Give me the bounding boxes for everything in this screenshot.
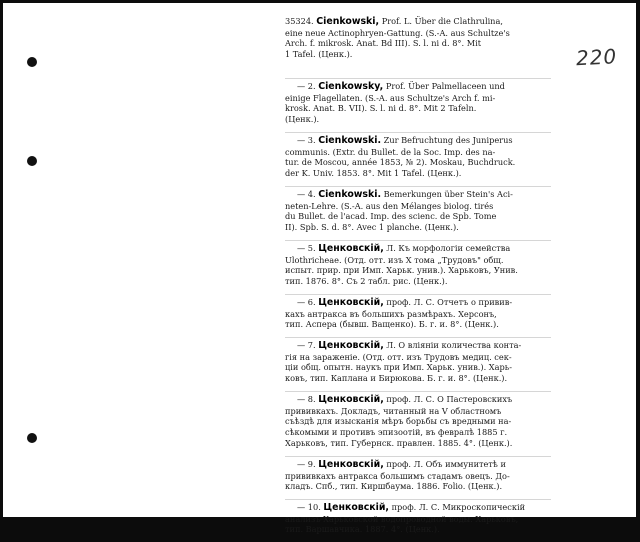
catalog-entry xyxy=(285,392,551,457)
entry-author: Cienkowsky, xyxy=(318,81,384,92)
catalog-entry xyxy=(285,338,551,392)
page-number-handwritten: 220 xyxy=(575,44,618,71)
entry-author: Ценковскій, xyxy=(318,340,384,351)
entry-line: тип. Аспера (бывш. Ващенко). Б. г. и. 8°. (Ценк.). xyxy=(285,319,499,330)
entry-line: съѣздѣ для изысканія мѣръ борьбы съ вредными на- xyxy=(285,416,512,427)
punch-hole xyxy=(27,433,37,443)
catalog-entry xyxy=(285,133,551,187)
entry-line: тип. Варшавчика. 1887. 4°. (Ценк.). xyxy=(285,524,440,535)
entry-line: Харьковъ, тип. Губернск. правлен. 1885. 4°. (Ценк.). xyxy=(285,437,513,448)
entry-line: — 5. Ценковскій, Л. Къ морфологіи семейства xyxy=(297,243,511,254)
entry-line: — 7. Ценковскій, Л. О вліяніи количества конта- xyxy=(297,340,522,351)
entry-line: du Bullet. de l'acad. Imp. des scienc. de Spb. Tome xyxy=(285,211,497,222)
entry-line: гія на зараженіе. (Отд. отт. изъ Трудовъ медиц. сек- xyxy=(285,351,512,362)
entry-number: — 6. xyxy=(297,297,316,307)
entry-line: 35324. Cienkowski, Prof. L. Über die Clathrulina, xyxy=(285,16,503,27)
entry-line: eine neue Actinophryen-Gattung. (S.-A. aus Schultze's xyxy=(285,27,510,38)
entry-line: (Ценк.). xyxy=(285,114,320,125)
entry-line: сѣкомыми и противъ эпизоотій, въ февралѣ 1885 г. xyxy=(285,427,508,438)
entry-number: 35324. xyxy=(285,16,314,26)
entry-line: neten-Lehre. (S.-A. aus den Mélanges biolog. tirés xyxy=(285,200,494,211)
entry-line: der K. Univ. 1853. 8°. Mit 1 Tafel. (Ценк.). xyxy=(285,168,462,179)
entry-line: кахъ антракса въ большихъ размѣрахъ. Херсонъ, xyxy=(285,308,497,319)
entry-line: tur. de Moscou, année 1853, № 2). Moskau, Buchdruck. xyxy=(285,157,516,168)
entry-author: Ценковскій, xyxy=(318,297,384,308)
entry-line: тип. 1876. 8°. Съ 2 табл. рис. (Ценк.). xyxy=(285,276,448,287)
entry-author: Ценковскій, xyxy=(323,502,389,513)
entry-line: испыт. прир. при Имп. Харьк. унив.). Харьковъ, Унив. xyxy=(285,265,518,276)
entry-number: — 2. xyxy=(297,81,316,91)
catalog-entry xyxy=(285,500,551,542)
catalog-entry xyxy=(285,14,551,79)
catalog-entry xyxy=(285,187,551,241)
punch-hole xyxy=(27,57,37,67)
entry-line: II). Spb. S. d. 8°. Avec 1 planche. (Ценк.). xyxy=(285,222,459,233)
entry-line: — 2. Cienkowsky, Prof. Über Palmellaceen und xyxy=(297,81,505,92)
entry-line: Ulothricheae. (Отд. отт. изъ X тома „Трудовъ" общ. xyxy=(285,254,504,265)
catalog-entries xyxy=(285,14,551,542)
entry-line: анализъ Харьковской водопроводной воды. Харьковъ, xyxy=(285,513,519,524)
entry-author: Ценковскій, xyxy=(318,459,384,470)
entry-line: ковъ, тип. Каплана и Бирюкова. Б. г. и. 8°. (Ценк.). xyxy=(285,373,508,384)
entry-line: — 10. Ценковскій, проф. Л. С. Микроскопическій xyxy=(297,502,526,513)
catalog-entry xyxy=(285,457,551,500)
entry-line: прививкахъ. Докладъ, читанный на V областномъ xyxy=(285,405,502,416)
catalog-entry xyxy=(285,79,551,133)
entry-author: Cienkowski. xyxy=(318,135,382,146)
punch-hole xyxy=(27,156,37,166)
entry-line: ціи общ. опытн. наукъ при Имп. Харьк. унив.). Харь- xyxy=(285,362,512,373)
entry-number: — 3. xyxy=(297,135,316,145)
entry-line: 1 Tafel. (Ценк.). xyxy=(285,49,353,60)
entry-line: — 4. Cienkowski. Bemerkungen über Stein's Aci- xyxy=(297,189,513,200)
catalog-entry xyxy=(285,241,551,295)
entry-line: krosk. Anat. B. VII). S. l. ni d. 8°. Mit 2 Tafeln. xyxy=(285,103,477,114)
entry-line: — 3. Cienkowski. Zur Befruchtung des Juniperus xyxy=(297,135,513,146)
entry-line: Arch. f. mikrosk. Anat. Bd III). S. l. ni d. 8°. Mit xyxy=(285,38,481,49)
entry-author: Ценковскій, xyxy=(318,394,384,405)
entry-line: — 8. Ценковскій, проф. Л. С. О Пастеровскихъ xyxy=(297,394,513,405)
entry-line: прививкахъ антракса большимъ стадамъ овецъ. До- xyxy=(285,470,510,481)
entry-author: Cienkowski, xyxy=(316,16,380,27)
entry-number: — 10. xyxy=(297,502,321,512)
entry-line: — 6. Ценковскій, проф. Л. С. Отчетъ о привив- xyxy=(297,297,513,308)
entry-number: — 5. xyxy=(297,243,316,253)
entry-line: einige Flagellaten. (S.-A. aus Schultze's Arch f. mi- xyxy=(285,92,496,103)
entry-author: Cienkowski. xyxy=(318,189,382,200)
entry-line: кладъ. Спб., тип. Киршбаума. 1886. Folio. (Ценк.). xyxy=(285,481,503,492)
entry-author: Ценковскій, xyxy=(318,243,384,254)
entry-number: — 9. xyxy=(297,459,316,469)
entry-line: communis. (Extr. du Bullet. de la Soc. Imp. des na- xyxy=(285,146,496,157)
catalog-entry xyxy=(285,295,551,338)
entry-number: — 7. xyxy=(297,340,316,350)
scanned-page xyxy=(3,3,636,535)
entry-number: — 4. xyxy=(297,189,316,199)
entry-line: — 9. Ценковскій, проф. Л. Объ иммунитетѣ и xyxy=(297,459,506,470)
entry-number: — 8. xyxy=(297,394,316,404)
